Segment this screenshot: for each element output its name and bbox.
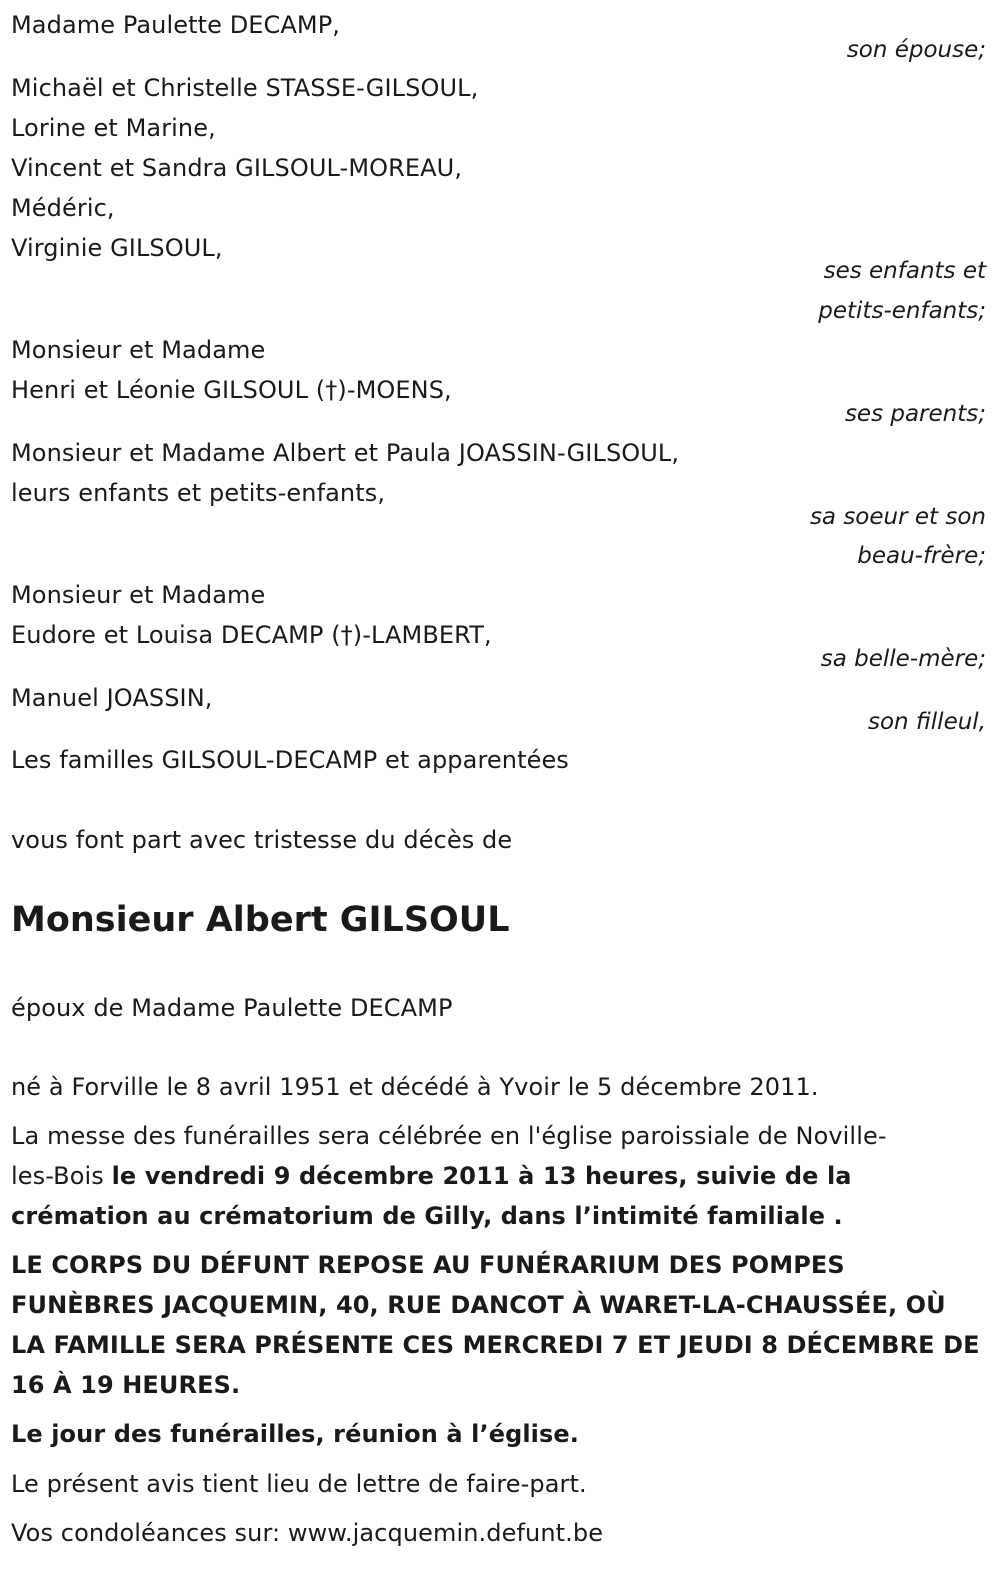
cremation-line: crémation au crématorium de Gilly, dans l’intimité familiale .: [11, 1202, 843, 1230]
child-line: Lorine et Marine,: [11, 114, 216, 142]
mass-location: les-Bois: [11, 1162, 112, 1190]
funerarium-line: LE CORPS DU DÉFUNT REPOSE AU FUNÉRARIUM DES POMPES: [11, 1251, 845, 1279]
sister-relation: sa soeur et son: [809, 504, 986, 530]
parents-line: Monsieur et Madame: [11, 336, 266, 364]
funerarium-line: LA FAMILLE SERA PRÉSENTE CES MERCREDI 7 ET JEUDI 8 DÉCEMBRE DE: [11, 1331, 980, 1359]
husband-of-line: époux de Madame Paulette DECAMP: [11, 994, 453, 1022]
parents-line: Henri et Léonie GILSOUL (†)-MOENS,: [11, 376, 452, 404]
godson-line: Manuel JOASSIN,: [11, 684, 213, 712]
intro-line: vous font part avec tristesse du décès de: [11, 826, 513, 854]
mass-line: La messe des funérailles sera célébrée en l'église paroissiale de Noville-: [11, 1122, 887, 1150]
sister-line: leurs enfants et petits-enfants,: [11, 479, 386, 507]
child-line: Virginie GILSOUL,: [11, 234, 223, 262]
sister-line: Monsieur et Madame Albert et Paula JOASSIN-GILSOUL,: [11, 439, 680, 467]
children-relation: petits-enfants;: [818, 298, 986, 324]
inlaws-line: Eudore et Louisa DECAMP (†)-LAMBERT,: [11, 621, 492, 649]
sister-relation: beau-frère;: [857, 543, 986, 569]
children-relation: ses enfants et: [823, 258, 986, 284]
spouse-relation: son épouse;: [846, 37, 986, 63]
mass-line: [11, 1161, 852, 1191]
child-line: Vincent et Sandra GILSOUL-MOREAU,: [11, 154, 463, 182]
funerarium-line: 16 À 19 HEURES.: [11, 1371, 241, 1399]
child-line: Michaël et Christelle STASSE-GILSOUL,: [11, 74, 479, 102]
funeral-day-line: Le jour des funérailles, réunion à l’église.: [11, 1420, 579, 1448]
funerarium-line: FUNÈBRES JACQUEMIN, 40, RUE DANCOT À WARET-LA-CHAUSSÉE, OÙ: [11, 1291, 946, 1319]
spouse-name: Madame Paulette DECAMP,: [11, 11, 341, 39]
inlaws-relation: sa belle-mère;: [820, 646, 986, 672]
families-line: Les familles GILSOUL-DECAMP et apparentées: [11, 746, 569, 774]
godson-relation: son filleul,: [867, 709, 986, 735]
deceased-name: Monsieur Albert GILSOUL: [11, 900, 510, 940]
mass-date: le vendredi 9 décembre 2011 à 13 heures, suivie de la: [111, 1162, 852, 1190]
birth-death-line: né à Forville le 8 avril 1951 et décédé à Yvoir le 5 décembre 2011.: [11, 1073, 819, 1101]
child-line: Médéric,: [11, 194, 115, 222]
notice-line: Le présent avis tient lieu de lettre de faire-part.: [11, 1470, 587, 1498]
inlaws-line: Monsieur et Madame: [11, 581, 266, 609]
condolences-line: Vos condoléances sur: www.jacquemin.defunt.be: [11, 1519, 604, 1547]
parents-relation: ses parents;: [844, 401, 986, 427]
